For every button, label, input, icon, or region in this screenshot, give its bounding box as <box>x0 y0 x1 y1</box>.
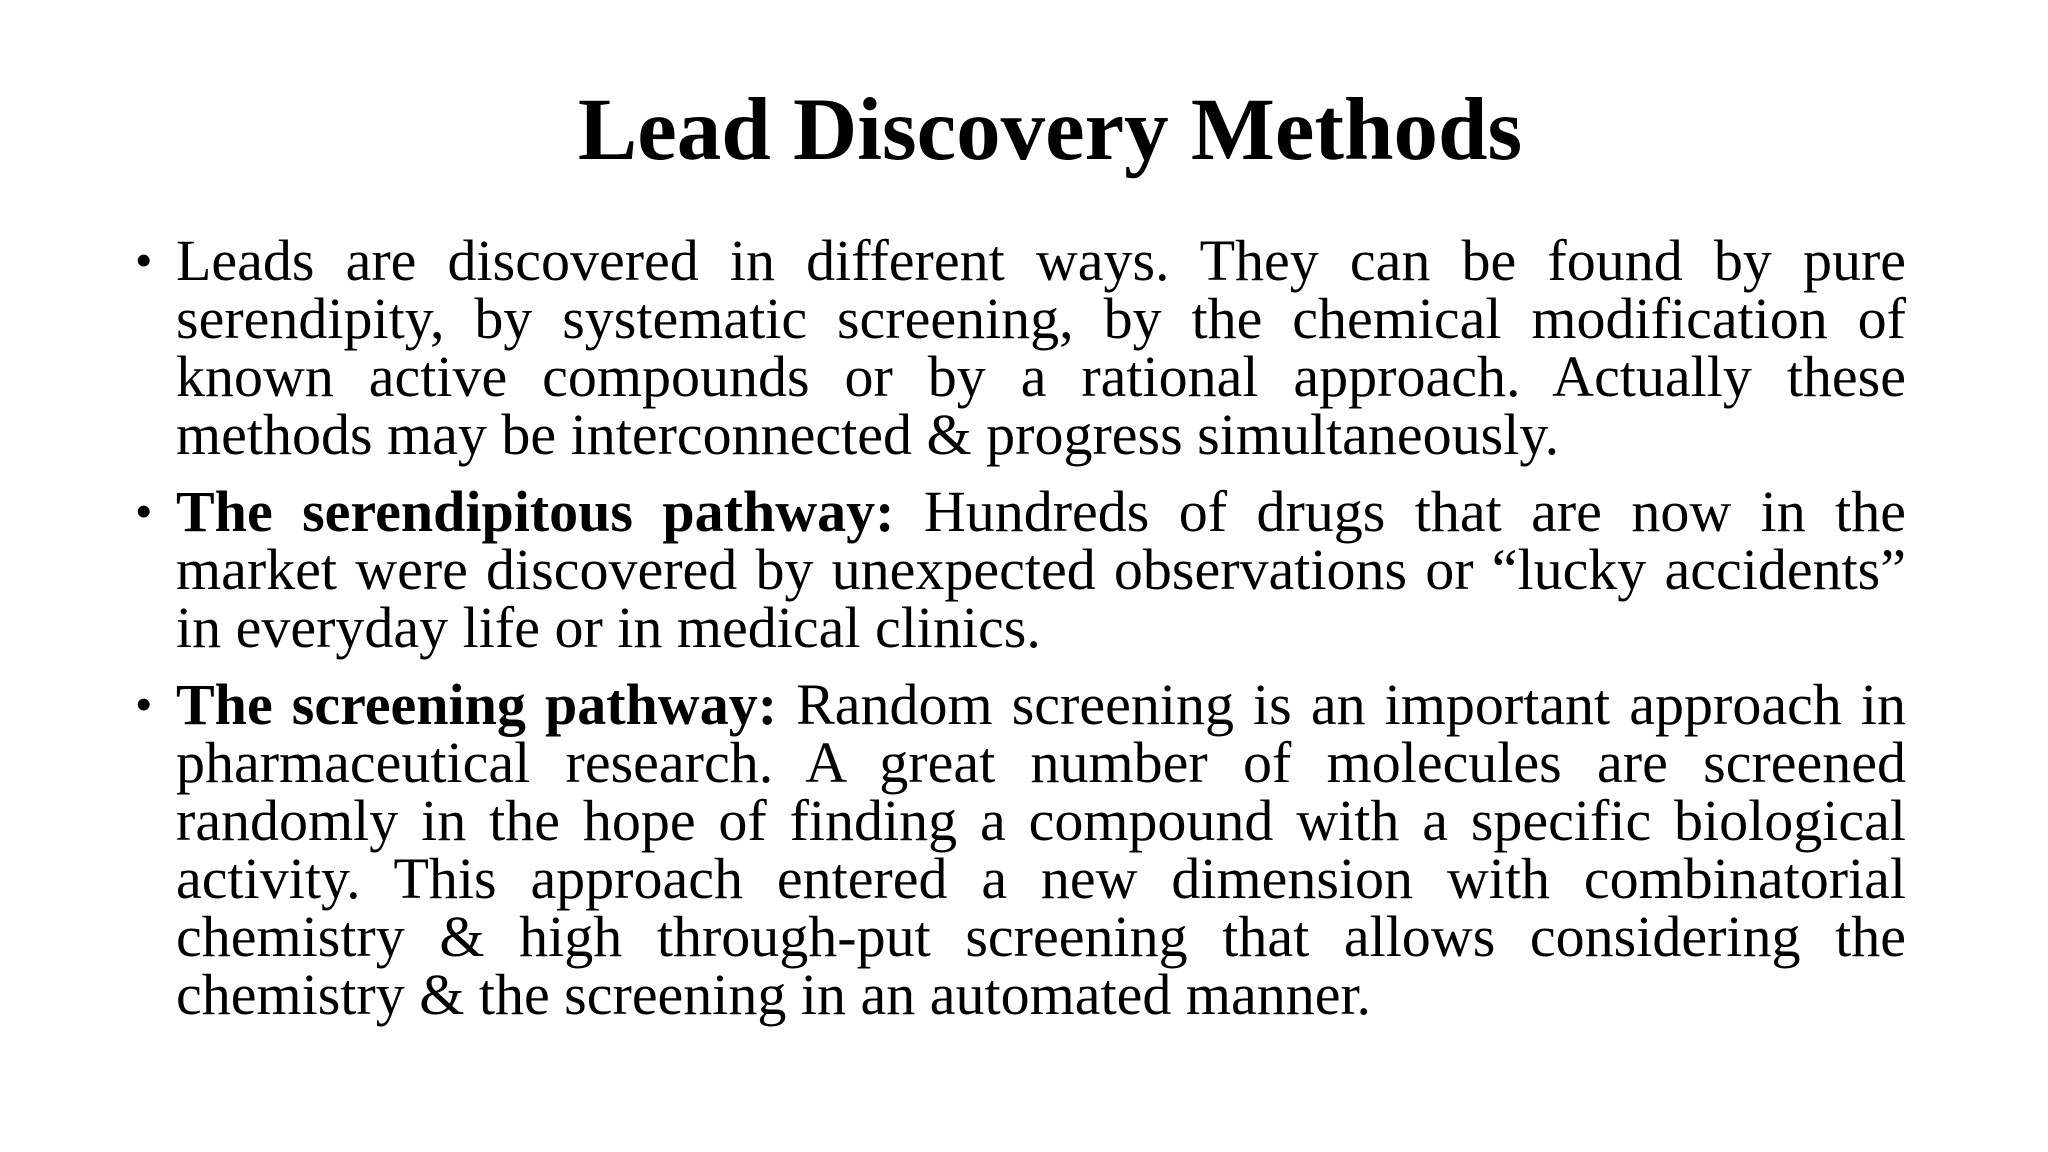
bullet-item-intro <box>136 228 1906 467</box>
bullet-list <box>136 228 1907 1043</box>
bullet-heading: The screening pathway: <box>176 672 797 737</box>
bullet-text: Hundreds of drugs that are now in the market were discovered by unexpected observations or “lucky accidents” in everyday life or in medical clinics. <box>176 479 1906 660</box>
bullet-icon: • <box>136 680 152 729</box>
bullet-text: Leads are discovered in different ways. They can be found by pure serendipity, by systematic screening, by the chemical modification of known active compounds or by a rational approach. Actually these methods may be interconnected & progress simultaneously. <box>176 228 1906 467</box>
bullet-item-serendipitous <box>136 479 1906 660</box>
bullet-text: Random screening is an important approach in pharmaceutical research. A great number of molecules are screened randomly in the hope of finding a compound with a specific biological activity. This approach entered a new dimension with combinatorial chemistry & high through-put screening that allows considering the chemistry & the screening in an automated manner. <box>176 672 1907 1027</box>
bullet-icon: • <box>136 236 152 285</box>
bullet-item-screening <box>136 672 1907 1027</box>
bullet-icon: • <box>136 487 152 536</box>
bullet-heading: The serendipitous pathway: <box>176 479 924 544</box>
slide-title: Lead Discovery Methods <box>577 81 1523 179</box>
